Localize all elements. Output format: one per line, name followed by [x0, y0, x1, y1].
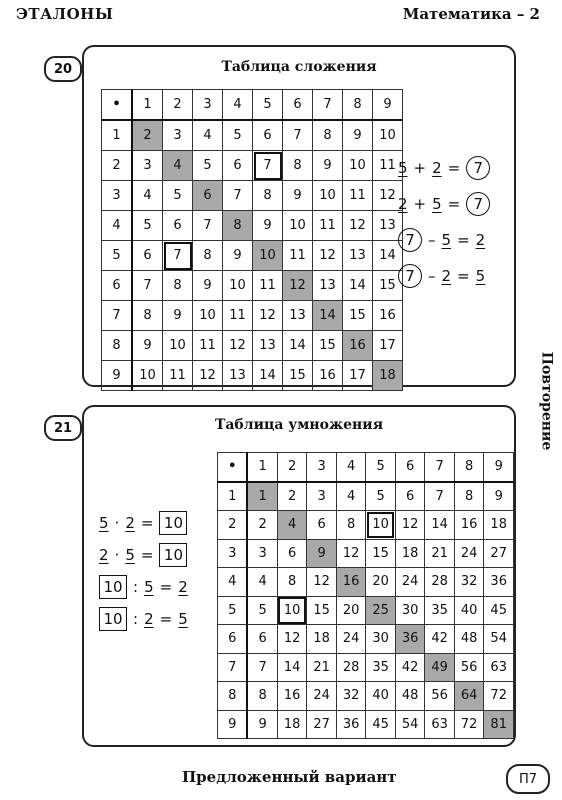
operator: +	[413, 159, 427, 177]
table-cell: 5	[223, 120, 253, 151]
table-cell: 9	[283, 181, 313, 211]
table-cell: 16	[313, 361, 343, 391]
equation	[99, 539, 188, 571]
table-cell: 11	[193, 331, 223, 361]
table-cell: 14	[373, 241, 403, 271]
table-cell: 16	[343, 331, 373, 361]
table-cell: 10	[343, 151, 373, 181]
table-cell: 72	[484, 682, 514, 711]
table-cell: 5	[163, 181, 193, 211]
table-cell: 25	[366, 596, 396, 625]
table-cell: 2	[277, 482, 307, 511]
table-cell: 8	[253, 181, 283, 211]
table-cell: 8	[454, 482, 484, 511]
result: 5	[475, 267, 486, 285]
row-header-cell: 5	[218, 596, 248, 625]
table-cell: 11	[343, 181, 373, 211]
table-cell: 9	[313, 151, 343, 181]
header-cell: 1	[132, 90, 163, 121]
table-cell: 12	[253, 301, 283, 331]
row-header-cell: 8	[218, 682, 248, 711]
table-cell: 4	[193, 120, 223, 151]
equals-sign: =	[447, 195, 461, 213]
table-cell: 54	[395, 710, 425, 739]
table-cell: 11	[223, 301, 253, 331]
row-header-cell: 9	[218, 710, 248, 739]
header-cell: 7	[313, 90, 343, 121]
table-cell: 10	[277, 596, 307, 625]
operator: :	[133, 610, 139, 628]
table-cell: 4	[277, 511, 307, 540]
table-cell: 4	[132, 181, 163, 211]
table-cell: 18	[373, 361, 403, 391]
table-cell: 7	[247, 653, 277, 682]
result: 10	[159, 511, 187, 535]
row-header-cell: 2	[218, 511, 248, 540]
operand-b: 2	[125, 514, 135, 532]
table-cell: 5	[193, 151, 223, 181]
result: 7	[466, 192, 490, 216]
table-cell: 18	[484, 511, 514, 540]
table-cell: 9	[253, 211, 283, 241]
table-cell: 63	[425, 710, 455, 739]
result: 7	[466, 156, 490, 180]
table-cell: 32	[454, 568, 484, 597]
result: 5	[178, 610, 188, 628]
addition-equations	[398, 150, 490, 294]
table-cell: 4	[163, 151, 193, 181]
footer-text: Предложенный вариант	[182, 768, 397, 786]
corner-cell: •	[218, 453, 248, 482]
table-cell: 6	[247, 625, 277, 654]
table-cell: 12	[283, 271, 313, 301]
table-cell: 7	[193, 211, 223, 241]
row-header-cell: 1	[218, 482, 248, 511]
header-cell: 5	[366, 453, 396, 482]
table-cell: 6	[132, 241, 163, 271]
table-cell: 45	[484, 596, 514, 625]
table-cell: 12	[343, 211, 373, 241]
row-header-cell: 2	[102, 151, 133, 181]
table-cell: 2	[247, 511, 277, 540]
table-cell: 11	[313, 211, 343, 241]
header-cell: 6	[395, 453, 425, 482]
operator: –	[428, 231, 436, 249]
row-header-cell: 8	[102, 331, 133, 361]
result: 10	[159, 543, 187, 567]
table-cell: 36	[395, 625, 425, 654]
badge-20: 20	[44, 56, 82, 82]
equals-sign: =	[457, 267, 470, 285]
multiplication-card	[82, 405, 516, 747]
row-header-cell: 5	[102, 241, 133, 271]
equals-sign: =	[447, 159, 461, 177]
table-cell: 32	[336, 682, 366, 711]
table-cell: 1	[247, 482, 277, 511]
table-cell: 12	[307, 568, 337, 597]
operand-b: 5	[441, 231, 452, 249]
table-cell: 8	[193, 241, 223, 271]
table-cell: 13	[253, 331, 283, 361]
table-cell: 8	[336, 511, 366, 540]
table-cell: 17	[343, 361, 373, 391]
header-cell: 3	[307, 453, 337, 482]
header-cell: 8	[454, 453, 484, 482]
table-cell: 9	[193, 271, 223, 301]
table-cell: 8	[277, 568, 307, 597]
table-cell: 36	[336, 710, 366, 739]
table-cell: 5	[247, 596, 277, 625]
table-cell: 3	[307, 482, 337, 511]
table-cell: 5	[132, 211, 163, 241]
equation	[398, 150, 490, 186]
table-cell: 10	[193, 301, 223, 331]
table-cell: 3	[163, 120, 193, 151]
operand-b: 5	[125, 546, 135, 564]
equation	[398, 186, 490, 222]
table-cell: 13	[223, 361, 253, 391]
table-cell: 10	[313, 181, 343, 211]
table-cell: 4	[336, 482, 366, 511]
table-cell: 15	[283, 361, 313, 391]
header-cell: 9	[373, 90, 403, 121]
table-cell: 7	[283, 120, 313, 151]
operator: ·	[114, 514, 120, 532]
equation	[99, 571, 188, 603]
operand-b: 5	[144, 578, 154, 596]
row-header-cell: 3	[102, 181, 133, 211]
equation	[398, 222, 490, 258]
table-cell: 9	[484, 482, 514, 511]
operand-b: 2	[441, 267, 452, 285]
row-header-cell: 7	[218, 653, 248, 682]
header-cell: 4	[223, 90, 253, 121]
row-header-cell: 7	[102, 301, 133, 331]
table-cell: 9	[163, 301, 193, 331]
operand-a: 10	[99, 607, 127, 631]
table-cell: 13	[313, 271, 343, 301]
header-cell: 2	[277, 453, 307, 482]
table-cell: 7	[253, 151, 283, 181]
equals-sign: =	[140, 514, 154, 532]
table-cell: 7	[132, 271, 163, 301]
result: 2	[475, 231, 486, 249]
table-cell: 11	[283, 241, 313, 271]
table-cell: 35	[425, 596, 455, 625]
addition-title: Таблица сложения	[221, 59, 377, 75]
row-header-cell: 6	[218, 625, 248, 654]
table-cell: 10	[373, 120, 403, 151]
table-cell: 13	[373, 211, 403, 241]
table-cell: 6	[307, 511, 337, 540]
table-cell: 12	[336, 539, 366, 568]
header-cell: 8	[343, 90, 373, 121]
table-cell: 12	[373, 181, 403, 211]
table-cell: 40	[366, 682, 396, 711]
row-header-cell: 9	[102, 361, 133, 391]
table-cell: 8	[163, 271, 193, 301]
operand-a: 2	[398, 195, 408, 213]
table-cell: 56	[425, 682, 455, 711]
table-cell: 35	[366, 653, 396, 682]
table-cell: 40	[454, 596, 484, 625]
table-cell: 13	[283, 301, 313, 331]
equation	[398, 258, 490, 294]
operand-b: 2	[144, 610, 154, 628]
table-cell: 6	[223, 151, 253, 181]
table-cell: 9	[132, 331, 163, 361]
table-cell: 30	[366, 625, 396, 654]
equals-sign: =	[159, 610, 173, 628]
table-cell: 10	[366, 511, 396, 540]
table-cell: 48	[454, 625, 484, 654]
table-cell: 9	[343, 120, 373, 151]
operator: ·	[114, 546, 120, 564]
operand-b: 2	[432, 159, 442, 177]
table-cell: 8	[132, 301, 163, 331]
table-cell: 20	[366, 568, 396, 597]
table-cell: 42	[425, 625, 455, 654]
table-cell: 36	[484, 568, 514, 597]
side-label: Повторение	[538, 351, 555, 451]
table-cell: 12	[223, 331, 253, 361]
table-cell: 11	[253, 271, 283, 301]
table-cell: 81	[484, 710, 514, 739]
header-cell: 7	[425, 453, 455, 482]
header-cell: 2	[163, 90, 193, 121]
operand-a: 10	[99, 575, 127, 599]
addition-card	[82, 45, 516, 387]
table-cell: 8	[313, 120, 343, 151]
header-left: ЭТАЛОНЫ	[16, 5, 114, 23]
table-cell: 14	[277, 653, 307, 682]
multiplication-equations	[99, 507, 188, 635]
table-cell: 14	[283, 331, 313, 361]
table-cell: 8	[283, 151, 313, 181]
equation	[99, 603, 188, 635]
table-cell: 10	[132, 361, 163, 391]
table-cell: 12	[313, 241, 343, 271]
table-cell: 18	[395, 539, 425, 568]
table-cell: 6	[163, 211, 193, 241]
table-cell: 18	[307, 625, 337, 654]
page-number: П7	[506, 764, 550, 794]
table-cell: 15	[307, 596, 337, 625]
table-cell: 16	[454, 511, 484, 540]
table-cell: 15	[366, 539, 396, 568]
equals-sign: =	[140, 546, 154, 564]
table-cell: 4	[247, 568, 277, 597]
table-cell: 3	[247, 539, 277, 568]
header-right: Математика – 2	[402, 5, 540, 23]
table-cell: 49	[425, 653, 455, 682]
table-cell: 7	[425, 482, 455, 511]
table-cell: 24	[336, 625, 366, 654]
table-cell: 63	[484, 653, 514, 682]
table-cell: 10	[223, 271, 253, 301]
table-cell: 21	[307, 653, 337, 682]
table-cell: 16	[336, 568, 366, 597]
table-cell: 12	[277, 625, 307, 654]
operand-a: 7	[398, 264, 422, 288]
table-cell: 42	[395, 653, 425, 682]
table-cell: 27	[307, 710, 337, 739]
header-cell: 5	[253, 90, 283, 121]
row-header-cell: 6	[102, 271, 133, 301]
table-cell: 2	[132, 120, 163, 151]
multiplication-title: Таблица умножения	[214, 417, 384, 433]
table-cell: 8	[223, 211, 253, 241]
table-cell: 9	[223, 241, 253, 271]
table-cell: 10	[283, 211, 313, 241]
table-cell: 48	[395, 682, 425, 711]
table-cell: 56	[454, 653, 484, 682]
table-cell: 10	[163, 331, 193, 361]
table-cell: 15	[373, 271, 403, 301]
table-cell: 14	[425, 511, 455, 540]
corner-cell: •	[102, 90, 133, 121]
badge-21: 21	[44, 415, 82, 441]
table-cell: 6	[193, 181, 223, 211]
table-cell: 12	[193, 361, 223, 391]
table-cell: 11	[373, 151, 403, 181]
table-cell: 27	[484, 539, 514, 568]
table-cell: 14	[313, 301, 343, 331]
table-cell: 17	[373, 331, 403, 361]
table-cell: 7	[223, 181, 253, 211]
operand-a: 5	[398, 159, 408, 177]
table-cell: 12	[395, 511, 425, 540]
table-cell: 11	[163, 361, 193, 391]
table-cell: 8	[247, 682, 277, 711]
table-cell: 28	[425, 568, 455, 597]
table-cell: 28	[336, 653, 366, 682]
operand-a: 5	[99, 514, 109, 532]
table-cell: 14	[343, 271, 373, 301]
table-cell: 16	[277, 682, 307, 711]
table-cell: 54	[484, 625, 514, 654]
table-cell: 30	[395, 596, 425, 625]
operator: +	[413, 195, 427, 213]
header-cell: 6	[283, 90, 313, 121]
table-cell: 24	[395, 568, 425, 597]
table-cell: 6	[277, 539, 307, 568]
operator: :	[133, 578, 139, 596]
equals-sign: =	[159, 578, 173, 596]
table-cell: 15	[343, 301, 373, 331]
table-cell: 6	[253, 120, 283, 151]
header-cell: 9	[484, 453, 514, 482]
table-cell: 18	[277, 710, 307, 739]
table-cell: 9	[247, 710, 277, 739]
table-cell: 20	[336, 596, 366, 625]
table-cell: 6	[395, 482, 425, 511]
row-header-cell: 1	[102, 120, 133, 151]
operand-a: 7	[398, 228, 422, 252]
addition-table	[101, 89, 403, 391]
multiplication-table	[217, 452, 514, 739]
table-cell: 3	[132, 151, 163, 181]
table-cell: 64	[454, 682, 484, 711]
row-header-cell: 4	[102, 211, 133, 241]
table-cell: 16	[373, 301, 403, 331]
table-cell: 13	[343, 241, 373, 271]
operator: –	[428, 267, 436, 285]
equation	[99, 507, 188, 539]
table-cell: 72	[454, 710, 484, 739]
table-cell: 21	[425, 539, 455, 568]
table-cell: 5	[366, 482, 396, 511]
header-cell: 4	[336, 453, 366, 482]
table-cell: 24	[307, 682, 337, 711]
operand-b: 5	[432, 195, 442, 213]
header-cell: 3	[193, 90, 223, 121]
table-cell: 14	[253, 361, 283, 391]
table-cell: 15	[313, 331, 343, 361]
table-cell: 24	[454, 539, 484, 568]
row-header-cell: 4	[218, 568, 248, 597]
table-cell: 45	[366, 710, 396, 739]
equals-sign: =	[457, 231, 470, 249]
operand-a: 2	[99, 546, 109, 564]
result: 2	[178, 578, 188, 596]
table-cell: 7	[163, 241, 193, 271]
row-header-cell: 3	[218, 539, 248, 568]
header-cell: 1	[247, 453, 277, 482]
table-cell: 10	[253, 241, 283, 271]
table-cell: 9	[307, 539, 337, 568]
